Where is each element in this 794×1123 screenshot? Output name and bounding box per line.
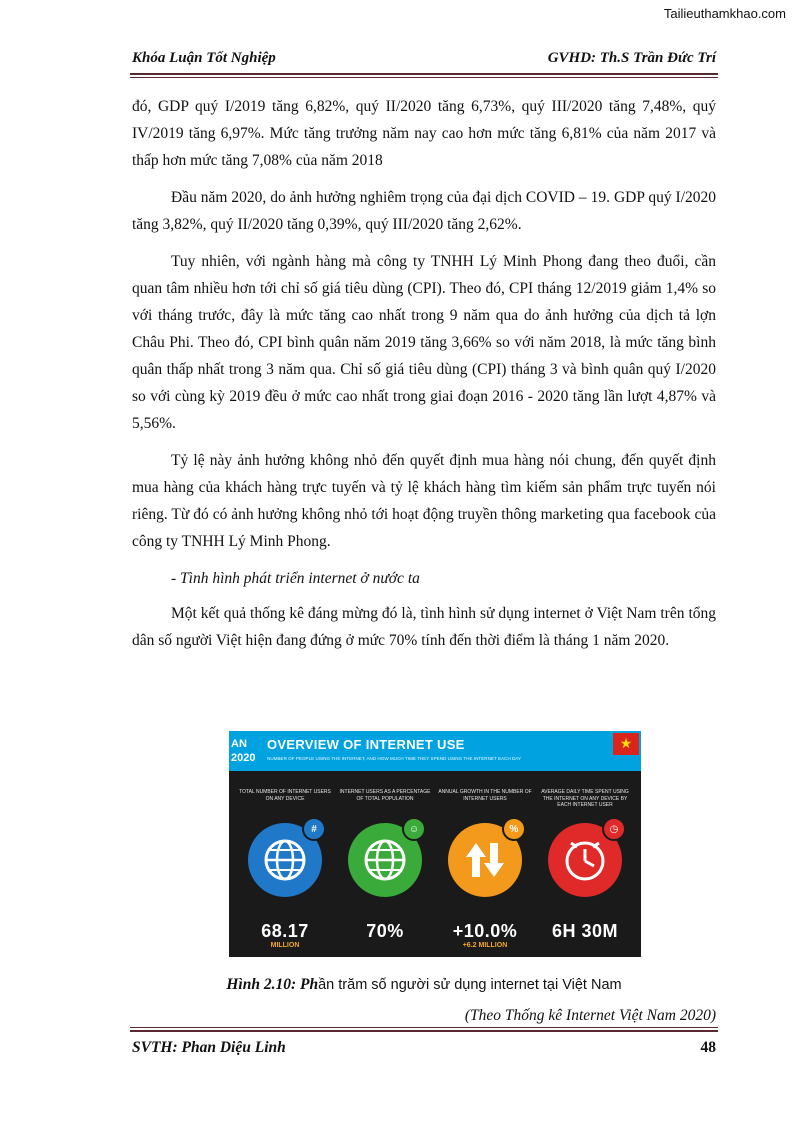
paragraph: đó, GDP quý I/2019 tăng 6,82%, quý II/2020 tăng 6,73%, quý III/2020 tăng 7,48%, quý IV/2019 tăng 6,97%. Mức tăng trưởng năm nay cao hơn mức tăng 6,81% của năm 2017 và thấp hơn mức tăng 7,08% của năm 2018	[132, 98, 716, 169]
stat-column	[237, 789, 333, 957]
stat-value: +10.0%	[452, 921, 518, 941]
paragraph: Tuy nhiên, với ngành hàng mà công ty TNHH Lý Minh Phong đang theo đuổi, cần quan tâm nhiều hơn tới chỉ số giá tiêu dùng (CPI). Theo đó, CPI tháng 12/2019 giảm 1,4% so với tháng trước, đây là mức tăng cao nhất trong 9 năm qua do ảnh hưởng của dịch tả lợn Châu Phi. Theo đó, CPI bình quân năm 2019 tăng 3,66% so với năm 2018, là mức tăng bình quân thấp nhất trong 3 năm qua. Chỉ số giá tiêu dùng (CPI) tháng 3 và bình quân quý I/2020 so với cùng kỳ 2019 đều ở mức cao nhất trong giai đoạn 2016 - 2020 tăng lần lượt 4,87% và 5,56%.	[132, 253, 716, 432]
paragraph: Một kết quả thống kê đáng mừng đó là, tình hình sử dụng internet ở Việt Nam trên tổng dân số người Việt hiện đang đứng ở mức 70% tính đến thời điểm là tháng 1 năm 2020.	[132, 605, 716, 649]
paragraph: Tỷ lệ này ảnh hưởng không nhỏ đến quyết định mua hàng nói chung, đến quyết định mua hàng của khách hàng trực tuyến và tỷ lệ khách hàng tìm kiếm sản phẩm trực tuyến nói riêng. Từ đó có ảnh hưởng không nhỏ tới hoạt động truyền thông marketing qua facebook của công ty TNHH Lý Minh Phong.	[132, 452, 716, 550]
page-number: 48	[700, 1039, 716, 1056]
header-thesis-title: Khóa Luận Tốt Nghiệp	[132, 50, 276, 66]
stat-badge-icon: ☺	[402, 817, 426, 841]
figure-title: OVERVIEW OF INTERNET USE	[267, 737, 465, 752]
page-header	[132, 50, 716, 67]
internet-overview-figure	[229, 731, 641, 957]
body-text	[132, 93, 716, 664]
footer-rule-thin	[130, 1027, 718, 1028]
stat-column	[437, 789, 533, 957]
figure-number: Hình 2.10: Ph	[226, 976, 319, 993]
arrows-icon	[448, 823, 522, 897]
stat-badge-icon: ◷	[602, 817, 626, 841]
figure-caption	[132, 976, 716, 994]
figure-source: (Theo Thống kê Internet Việt Nam 2020)	[464, 1007, 716, 1024]
page-footer	[132, 1039, 716, 1057]
stat-value: 70%	[366, 921, 404, 941]
section-bullet: - Tình hình phát triển internet ở nước ta	[171, 570, 420, 587]
vietnam-flag-icon: ★	[613, 733, 639, 755]
clock-icon	[548, 823, 622, 897]
figure-caption-text: ần trăm số người sử dụng internet tại Việt Nam	[318, 977, 622, 993]
stat-column	[537, 789, 633, 957]
globe-icon	[248, 823, 322, 897]
figure-subtitle: NUMBER OF PEOPLE USING THE INTERNET, AND HOW MUCH TIME THEY SPEND USING THE INTERNET EACH DAY	[267, 756, 522, 761]
stat-label: ANNUAL GROWTH IN THE NUMBER OF INTERNET USERS	[438, 789, 532, 802]
stat-value: 6H 30M	[551, 921, 619, 941]
stat-badge-icon: #	[302, 817, 326, 841]
stat-column	[337, 789, 433, 957]
stat-value: 68.17	[261, 921, 309, 941]
paragraph: Đầu năm 2020, do ảnh hưởng nghiêm trọng của đại dịch COVID – 19. GDP quý I/2020 tăng 3,82%, quý II/2020 tăng 0,39%, quý III/2020 tăng 2,62%.	[132, 189, 716, 233]
header-rule-thin	[130, 77, 718, 78]
watermark: Tailieuthamkhao.com	[663, 6, 786, 21]
stat-label: TOTAL NUMBER OF INTERNET USERS ON ANY DEVICE	[239, 789, 331, 802]
footer-student: SVTH: Phan Diệu Linh	[132, 1039, 286, 1056]
header-rule	[130, 73, 718, 75]
footer-rule	[130, 1030, 718, 1032]
globe-icon	[348, 823, 422, 897]
stat-label: INTERNET USERS AS A PERCENTAGE OF TOTAL POPULATION	[339, 789, 431, 802]
stat-badge-icon: %	[502, 817, 526, 841]
stat-unit: MILLION	[270, 942, 300, 949]
figure-banner	[261, 731, 641, 771]
stat-label: AVERAGE DAILY TIME SPENT USING THE INTERNET ON ANY DEVICE BY EACH INTERNET USER	[541, 789, 629, 808]
stat-unit: +6.2 MILLION	[462, 942, 508, 949]
header-advisor: GVHD: Th.S Trần Đức Trí	[547, 50, 716, 66]
figure-corner-label: AN 2020	[229, 731, 261, 771]
